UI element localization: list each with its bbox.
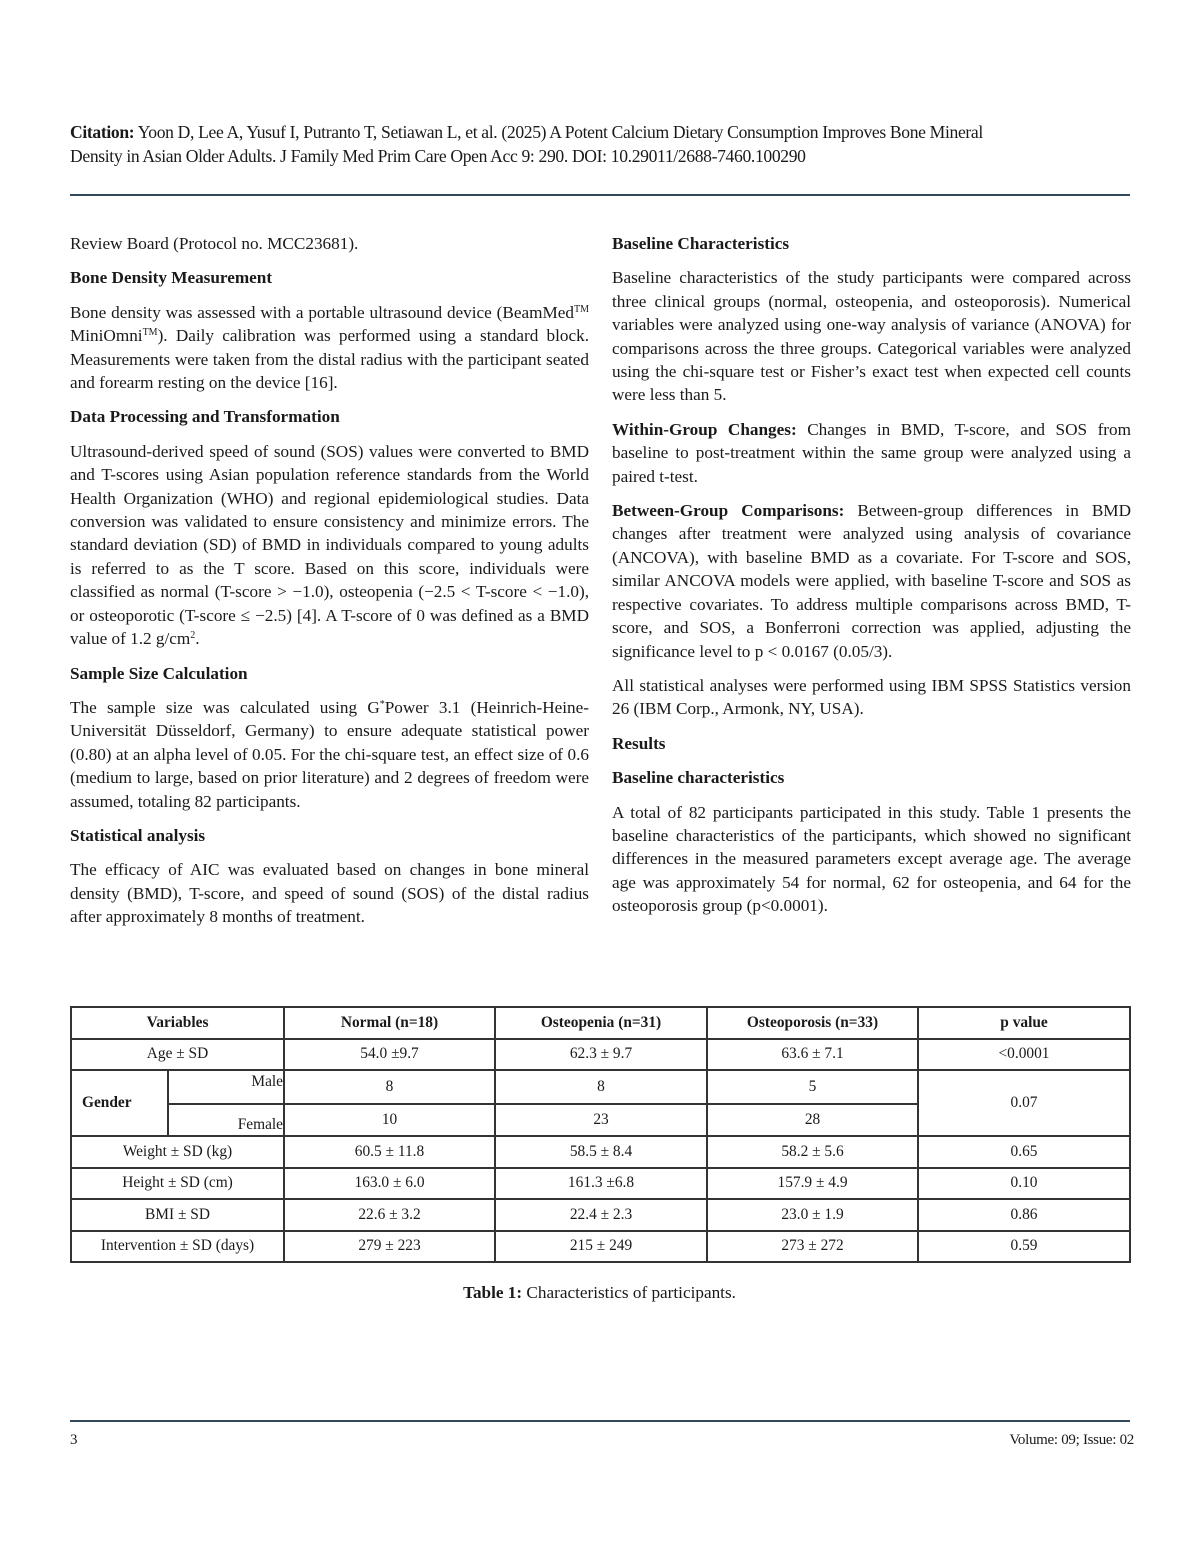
bone-density-paragraph: Bone density was assessed with a portable ultrasound device (BeamMed™ MiniOmni™). Daily calibration was performed using a standard block. Measurements were taken from the distal radius with the participant seated and forearm resting on the device [16]. <box>70 302 589 393</box>
citation-label: Citation: <box>70 122 135 142</box>
table-header-row <box>71 1007 1130 1039</box>
data-processing-paragraph: Ultrasound-derived speed of sound (SOS) values were converted to BMD and T-scores using Asian population reference standards from the World Health Organization (WHO) and regional epidemiological studies. Data conversion was validated to ensure consistency and minimize errors. The standard deviation (SD) of BMD in individuals compared to young adults is referred to as the T score. Based on this score, individuals were classified as normal (T-score > −1.0), osteopenia (−2.5 < T-score < −1.0), or osteoporotic (T-score ≤ −2.5) [4]. A T-score of 0 was defined as a BMD value of 1.2 $g/cm^2$. <box>70 441 589 649</box>
header-p-value: p value <box>918 1007 1130 1039</box>
table-row: BMI ± SD 22.6 ± 3.2 22.4 ± 2.3 23.0 ± 1.9 0.86 <box>71 1199 1130 1231</box>
statistical-analysis-paragraph: The efficacy of AIC was evaluated based on changes in bone mineral density (BMD), T-score, and speed of sound (SOS) of the distal radius after approximately 8 months of treatment. <box>70 860 589 927</box>
heading-sample-size: Sample Size Calculation <box>70 663 248 683</box>
characteristics-table <box>70 1006 1131 1263</box>
heading-results: Results <box>612 733 666 753</box>
right-column <box>612 232 1131 929</box>
header-osteoporosis: Osteoporosis (n=33) <box>707 1007 918 1039</box>
software-paragraph: All statistical analyses were performed using IBM SPSS Statistics version 26 (IBM Corp., Armonk, NY, USA). <box>612 675 1131 719</box>
baseline-results-paragraph: A total of 82 participants participated in this study. Table 1 presents the baseline characteristics of the participants, which showed no significant differences in the measured parameters except average age. The average age was approximately 54 for normal, 62 for osteopenia, and 64 for the osteoporosis group (p<0.0001). <box>612 802 1131 916</box>
header-variables: Variables <box>71 1007 284 1039</box>
gender-label: Gender <box>71 1070 168 1136</box>
header-divider <box>70 194 1130 196</box>
left-column <box>70 232 589 940</box>
page-number: 3 <box>70 1432 78 1448</box>
baseline-paragraph: Baseline characteristics of the study participants were compared across three clinical groups (normal, osteopenia, and osteoporosis). Numerical variables were analyzed using one-way analysis of variance (ANOVA) for comparisons across the three groups. Categorical variables were analyzed using the chi-square test or Fisher’s exact test when expected cell counts were less than 5. <box>612 268 1131 405</box>
table-row-gender-male: Gender Male 8 8 5 0.07 <box>71 1070 1130 1104</box>
table-row: Intervention ± SD (days) 279 ± 223 215 ± 249 273 ± 272 0.59 <box>71 1231 1130 1263</box>
table-1 <box>70 1006 1129 1263</box>
header-normal: Normal (n=18) <box>284 1007 495 1039</box>
citation <box>70 120 1135 168</box>
sample-size-paragraph: The sample size was calculated using G*Power 3.1 (Heinrich-Heine-Universität Düsseldorf, Germany) to ensure adequate statistical power (0.80) at an alpha level of 0.05. For the chi-square test, an effect size of 0.6 (medium to large, based on prior literature) and 2 degrees of freedom were assumed, totaling 82 participants. <box>70 697 589 811</box>
table-row-gender-female: Female 10 23 28 <box>71 1104 1130 1137</box>
table-row: Weight ± SD (kg) 60.5 ± 11.8 58.5 ± 8.4 58.2 ± 5.6 0.65 <box>71 1136 1130 1168</box>
table-caption: Table 1: Characteristics of participants. <box>463 1283 736 1302</box>
intro-paragraph: Review Board (Protocol no. MCC23681). <box>70 234 359 253</box>
footer-divider <box>70 1420 1130 1422</box>
gender-p-value: 0.07 <box>918 1070 1130 1136</box>
within-group-paragraph: Within-Group Changes: Changes in BMD, T-score, and SOS from baseline to post-treatment within the same group were analyzed using a paired t-test. <box>612 419 1131 486</box>
heading-statistical-analysis: Statistical analysis <box>70 825 206 845</box>
header-osteopenia: Osteopenia (n=31) <box>495 1007 707 1039</box>
volume-issue: Volume: 09; Issue: 02 <box>1009 1432 1134 1448</box>
heading-baseline-characteristics: Baseline Characteristics <box>612 234 790 253</box>
heading-data-processing: Data Processing and Transformation <box>70 407 340 427</box>
heading-bone-density: Bone Density Measurement <box>70 268 273 288</box>
between-group-paragraph: Between-Group Comparisons: Between-group differences in BMD changes after treatment were analyzed using analysis of covariance (ANCOVA), with baseline BMD as a covariate. For T-score and SOS, similar ANCOVA models were applied, with baseline T-score and SOS as respective covariates. To address multiple comparisons across BMD, T-score, and SOS, a Bonferroni correction was applied, adjusting the significance level to p < 0.0167 (0.05/3). <box>612 501 1131 661</box>
table-row-age: Age ± SD 54.0 ±9.7 62.3 ± 9.7 63.6 ± 7.1 <0.0001 <box>71 1039 1130 1071</box>
citation-line-2: Density in Asian Older Adults. J Family Med Prim Care Open Acc 9: 290. DOI: 10.29011/2688-7460.100290 <box>70 146 806 166</box>
heading-baseline-results: Baseline characteristics <box>612 768 785 788</box>
citation-line-1: Citation: Yoon D, Lee A, Yusuf I, Putranto T, Setiawan L, et al. (2025) A Potent Calcium Dietary Consumption Improves Bone Mineral <box>70 122 983 142</box>
table-row: Height ± SD (cm) 163.0 ± 6.0 161.3 ±6.8 157.9 ± 4.9 0.10 <box>71 1168 1130 1200</box>
